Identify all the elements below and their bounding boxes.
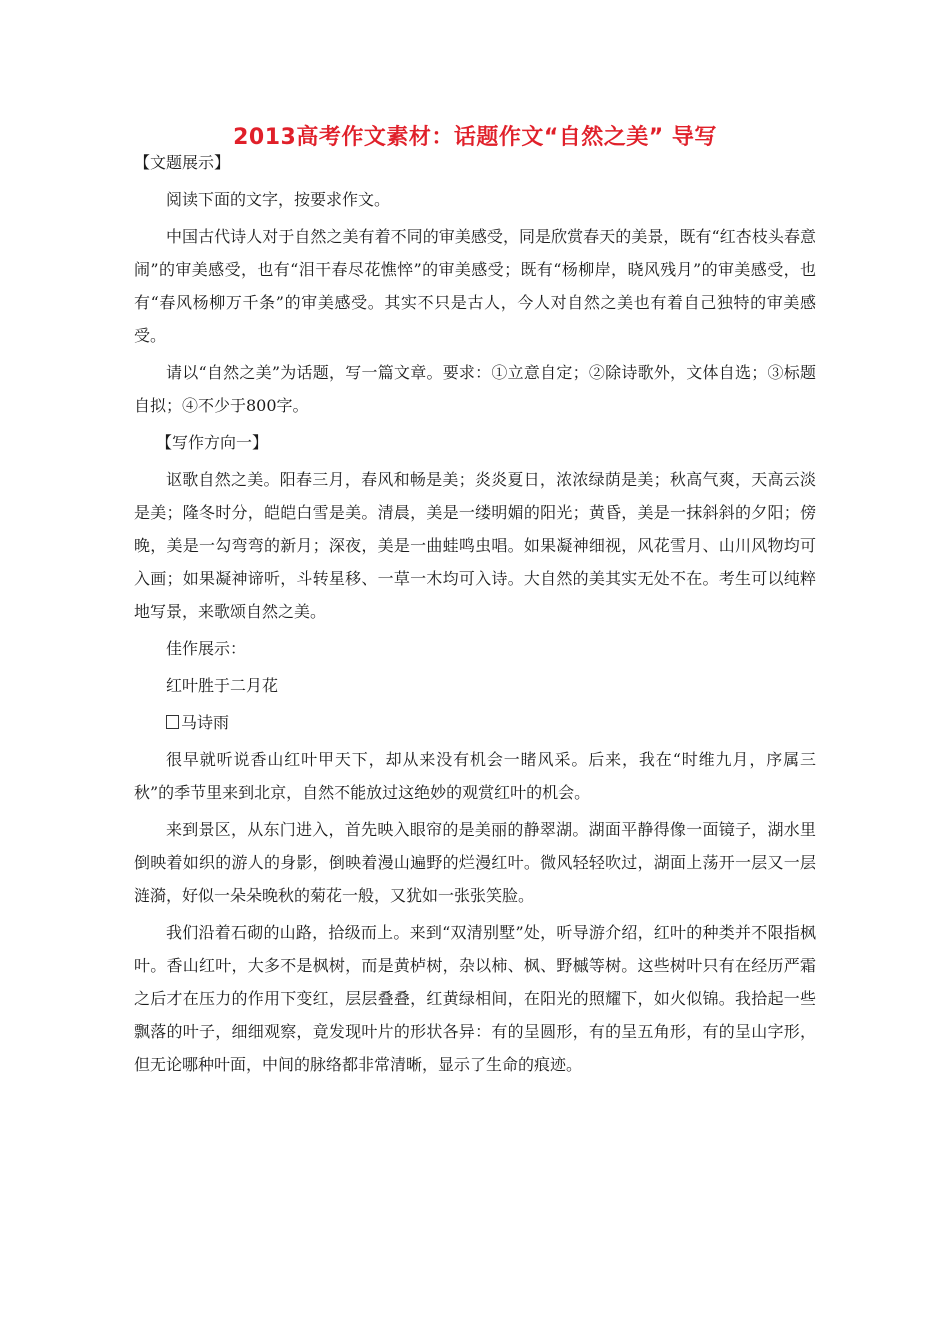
essay-title: 红叶胜于二月花 [166,676,279,695]
prompt-text: 中国古代诗人对于自然之美有着不同的审美感受，同是欣赏春天的美景，既有“红杏枝头春意闹”的审美感受，也有“泪干春尽花憔悴”的审美感受；既有“杨柳岸，晓风残月”的审美感受，也有“春风杨柳万千条”的审美感受。其实不只是古人，今人对自然之美也有着自己独特的审美感受。 [134,227,816,345]
section-heading-display: 【文题展示】 [134,153,231,172]
prompt-intro: 阅读下面的文字，按要求作文。 [166,190,391,209]
essay-paragraph: 我们沿着石砌的山路，拾级而上。来到“双清别墅”处，听导游介绍，红叶的种类并不限指枫叶。香山红叶，大多不是枫树，而是黄栌树，杂以柿、枫、野槭等树。这些树叶只有在经历严霜之后才在压力的作用下变红，层层叠叠，红黄绿相间，在阳光的照耀下，如火似锦。我拾起一些飘落的叶子，细细观察，竟发现叶片的形状各异：有的呈圆形，有的呈五角形，有的呈山字形，但无论哪种叶面，中间的脉络都非常清晰，显示了生命的痕迹。 [134,923,816,1074]
document-title: 2013高考作文素材：话题作文“自然之美” 导写 [233,125,717,150]
prompt-requirement: 请以“自然之美”为话题，写一篇文章。要求：①立意自定；②除诗歌外，文体自选；③标题自拟；④不少于800字。 [134,363,816,415]
essay-author: 马诗雨 [181,713,230,732]
direction1-text: 讴歌自然之美。阳春三月，春风和畅是美；炎炎夏日，浓浓绿荫是美；秋高气爽，天高云淡是美；隆冬时分，皑皑白雪是美。清晨，美是一缕明媚的阳光；黄昏，美是一抹斜斜的夕阳；傍晚，美是一勾弯弯的新月；深夜，美是一曲蛙鸣虫唱。如果凝神细视，风花雪月、山川风物均可入画；如果凝神谛听，斗转星移、一草一木均可入诗。大自然的美其实无处不在。考生可以纯粹地写景，来歌颂自然之美。 [134,470,816,621]
section-heading-direction1: 【写作方向一】 [156,433,269,452]
essay-paragraph: 来到景区，从东门进入，首先映入眼帘的是美丽的静翠湖。湖面平静得像一面镜子，湖水里倒映着如织的游人的身影，倒映着漫山遍野的烂漫红叶。微风轻轻吹过，湖面上荡开一层又一层涟漪，好似一朵朵晚秋的菊花一般，又犹如一张张笑脸。 [134,820,816,905]
essay-label: 佳作展示： [166,639,247,658]
checkbox-glyph-icon [166,715,179,729]
essay-author-line [134,706,816,739]
document-body [134,146,816,1081]
essay-paragraph: 很早就听说香山红叶甲天下，却从来没有机会一睹风采。后来，我在“时维九月，序属三秋”的季节里来到北京，自然不能放过这绝妙的观赏红叶的机会。 [134,750,816,802]
